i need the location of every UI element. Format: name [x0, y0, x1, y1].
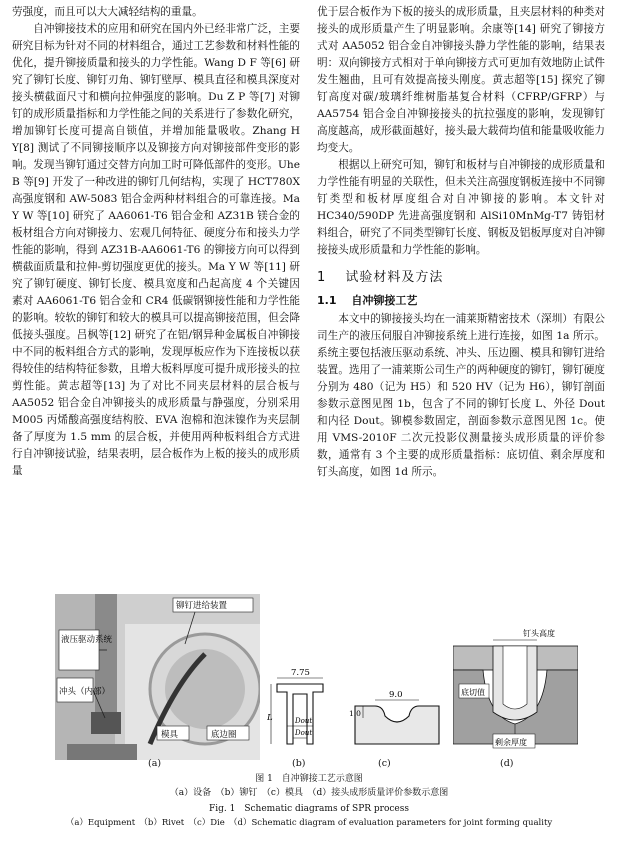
figure-1: [55, 594, 575, 760]
label-die: 模具: [161, 730, 179, 740]
section-title: 试验材料及方法: [345, 270, 444, 285]
panel-c-die-diagram: [347, 594, 447, 760]
paragraph-continuation: 劳强度，而且可以大大减轻结构的重量。: [12, 6, 203, 18]
dim-die-depth: 1.0: [349, 709, 361, 718]
sublabel-a: (a): [148, 758, 162, 769]
section-heading: [317, 269, 605, 286]
panel-d-joint-diagram: [453, 594, 578, 760]
dim-die-width: 9.0: [389, 690, 403, 700]
label-hydraulic: 液压驱动系统: [61, 635, 113, 645]
caption-en-title: Fig. 1 Schematic diagrams of SPR process: [209, 804, 409, 814]
label-blankholder: 底边圈: [211, 730, 237, 740]
panel-a-equipment-photo: [55, 594, 260, 760]
label-undercut: 底切值: [461, 688, 485, 697]
sublabel-c: (c): [378, 758, 391, 769]
sublabel-b: (b): [292, 758, 306, 769]
paragraph-literature-review: 自冲铆接技术的应用和研究在国内外已经非常广泛，主要研究目标为针对不同的材料组合，通过工艺参数和材料性能的优化，提升铆接质量和接头的力学性能。Wang D F 等[6] 研究了铆钉长度、铆钉刃角、铆钉壁厚、模具直径和模具深度对接头横截面尺寸和横向拉伸强度的影响。Du Z P 等[7] 对铆钉的成形质量指标和力学性能之间的关系进行了参数化研究，增加铆钉长度可提高自锁值，并增加能量吸收。Zhang H Y[8] 测试了不同铆接顺序以及铆接方向对铆接部件变形的影响。发现当铆钉通过交替方向加工时可降低部件的变形。Uhe B 等[9] 开发了一种改进的铆钉几何结构，实现了 HCT780X 高强度钢和 AW-5083 铝合金两种材料组合的可靠连接。Ma Y W 等[10] 研究了 AA6061-T6 铝合金和 AZ31B 镁合金的板材组合方向对铆接力、宏观几何特征、硬度分布和接头力学性能的影响，得到 AZ31B-AA6061-T6 的铆接方向可以得到横截面质量和拉伸-剪切强度更优的接头。Ma Y W 等[11] 研究了铆钉硬度、铆钉长度、模具宽度和凸起高度 4 个关键因素对 AA6061-T6 铝合金和 CR4 低碳钢铆接性能和力学性能的影响。较软的铆钉和较大的模具可以提高铆接范围，但会降低接头强度。吕枫等[12] 研究了在铝/钢异种金属板自冲铆接中不同的板料组合方式的影响，发现厚板应作为下连接板以获得较佳的结构特征参数，且增大板料厚度可提升成形接头的拉剪性能。黄志超等[13] 为了对比不同夹层材料的层合板与 AA5052 铝合金自冲铆接头的成形质量与静强度，分别采用 M005 丙烯酸高强度结构胶、EVA 泡棉和泡沫镍作为夹层制备了厚度为 1.5 mm 的层合板，并使用两种板料组合方式进行自冲铆接试验，结果表明，层合板作为上板的接头的成形质量: [12, 23, 300, 477]
dim-top: 7.75: [291, 668, 310, 678]
label-punch: 冲头（内部）: [59, 687, 111, 697]
dim-d-in: Dout: [295, 729, 313, 737]
subsection-number: 1.1: [317, 294, 337, 307]
panel-b-rivet-diagram: [267, 594, 337, 760]
section-number: 1: [317, 270, 327, 285]
paragraph-literature-cont: 优于层合板作为下板的接头的成形质量，且夹层材料的种类对接头的成形质量产生了明显影响。余康等[14] 研究了铆接方式对 AA5052 铝合金自冲铆接头静力学性能的影响，结果表明：双向铆接方式相对于单向铆接方式可更加有效地防止试件发生翘曲，且可有效提高接头刚度。黄志超等[15] 探究了铆钉高度对碳/玻璃纤维树脂基复合材料（CFRP/GFRP）与 AA5754 铝合金自冲铆接接头的抗拉强度的影响，发现铆钉高度越高，成形截面越好，接头最大载荷均值和能量吸收能力均变大。: [317, 6, 605, 154]
left-column: [12, 4, 300, 480]
dim-d-out: Dout: [295, 717, 313, 725]
paragraph-spr-process: 本文中的铆接接头均在一浦莱斯精密技术（深圳）有限公司生产的液压伺服自冲铆接系统上进行连接，如图 1a 所示。系统主要包括液压驱动系统、冲头、压边圈、模具和铆钉进给装置。选用了一浦莱斯公司生产的两种硬度的铆钉，铆钉硬度分别为 480（记为 H5）和 520 HV（记为 H6），铆钉剖面参数示意图见图 1b，包含了不同的铆钉长度 L、外径 Dout 和内径 Dout。铆模参数固定，剖面参数示意图见图 1c。使用 VMS-2010F 二次元投影仪测量接头成形质量的评价参数，通常有 3 个主要的成形质量指标：底切值、剩余厚度和钉头高度，如图 1d 所示。: [317, 313, 605, 478]
label-remaining-thickness: 剩余厚度: [495, 738, 527, 747]
subsection-heading: [317, 292, 605, 309]
paragraph-summary: 根据以上研究可知，铆钉和板材与自冲铆接的成形质量和力学性能有明显的关联性，但未关注高强度钢板连接中不同铆钉类型和板材厚度组合对自冲铆接的影响。本文针对 HC340/590DP 先进高强度钢和 AlSi10MnMg-T7 铸铝材料组合，研究了不同类型铆钉长度、钢板及铝板厚度对自冲铆接接头成形质量和力学性能的影响。: [317, 159, 605, 256]
right-column: [317, 4, 605, 481]
caption-en-sub: （a）Equipment （b）Rivet （c）Die （d）Schematic diagram of evaluation parameters for joint forming quality: [65, 818, 553, 828]
label-head-height: 钉头高度: [523, 629, 555, 638]
caption-cn-title: 图 1 自冲铆接工艺示意图: [255, 774, 363, 784]
dim-length: L: [267, 713, 273, 723]
caption-cn-sub: （a）设备 （b）铆钉 （c）模具 （d）接头成形质量评价参数示意图: [169, 788, 449, 798]
label-feeder: 铆钉进给装置: [176, 601, 228, 611]
sublabel-d: (d): [500, 758, 514, 769]
subsection-title: 自冲铆接工艺: [351, 294, 418, 307]
